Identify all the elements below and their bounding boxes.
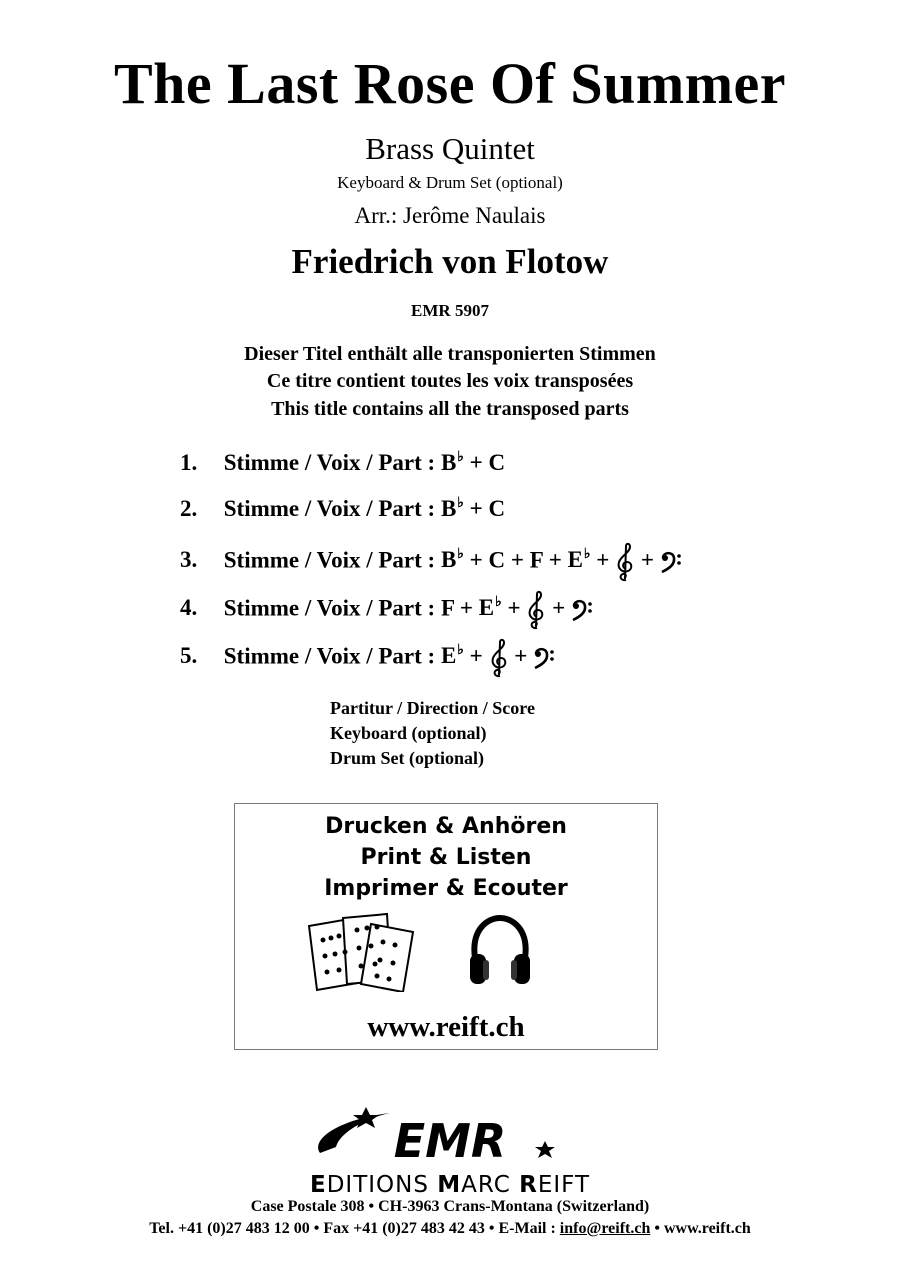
key-e-flat: E♭ (478, 595, 502, 621)
instrumentation-note: Keyboard & Drum Set (optional) (337, 173, 563, 192)
part-number: 3. (180, 547, 198, 573)
part-label: Stimme / Voix / Part : (223, 496, 436, 521)
publisher-address: Case Postale 308 • CH-3963 Crans-Montana (Switzerland) (250, 1198, 650, 1215)
key-e-flat: E♭ (567, 547, 591, 573)
plus-sign: + (469, 643, 483, 669)
sheet-music-icon (305, 912, 420, 997)
treble-clef-icon (489, 638, 509, 678)
extra-score: Partitur / Direction / Score (330, 698, 535, 718)
emr-logo-text: EMR (393, 1114, 507, 1168)
plus-sign: + (459, 595, 474, 621)
key-b-flat: B♭ (440, 496, 464, 521)
part-number: 4. (180, 595, 198, 621)
plus-sign: + (507, 595, 521, 621)
website-url[interactable]: www.reift.ch (367, 1011, 525, 1043)
part-row (180, 590, 593, 626)
extra-keyboard: Keyboard (optional) (330, 723, 487, 743)
arranger: Arr.: Jerôme Naulais (354, 203, 546, 228)
contact-website[interactable]: • www.reift.ch (654, 1220, 751, 1237)
publisher-contact (0, 1220, 900, 1238)
key-f: F (440, 595, 455, 621)
plus-sign: + (469, 450, 483, 475)
key-c: C (488, 547, 506, 573)
plus-sign: + (469, 547, 483, 573)
headphones-icon (465, 914, 535, 994)
plus-sign: + (596, 547, 610, 573)
emr-logo (300, 1103, 600, 1174)
plus-sign: + (510, 547, 524, 573)
part-row (180, 450, 505, 486)
contains-line-de: Dieser Titel enthält alle transponierten Stimmen (244, 343, 656, 365)
part-number: 2. (180, 496, 198, 521)
extra-parts (330, 696, 535, 771)
plus-sign: + (548, 547, 562, 573)
contains-line-fr: Ce titre contient toutes les voix transposées (266, 370, 634, 392)
publisher-name: EDITIONS MARC REIFT (309, 1172, 591, 1198)
bass-clef-icon (571, 598, 593, 622)
part-label: Stimme / Voix / Part : (223, 547, 436, 573)
treble-clef-icon (526, 590, 546, 630)
key-e-flat: E♭ (440, 643, 464, 669)
key-b-flat: B♭ (440, 450, 464, 475)
extra-drum-set: Drum Set (optional) (330, 748, 484, 768)
subtitle: Brass Quintet (365, 131, 535, 166)
print-line-de: Drucken & Anhören (325, 814, 567, 839)
key-c: C (488, 496, 506, 521)
plus-sign: + (640, 547, 654, 573)
key-c: C (488, 450, 506, 475)
page-title: The Last Rose Of Summer (113, 51, 786, 116)
part-row (180, 496, 505, 532)
plus-sign: + (552, 595, 566, 621)
composer: Friedrich von Flotow (291, 242, 609, 281)
email-link[interactable]: info@reift.ch (559, 1220, 651, 1237)
plus-sign: + (469, 496, 483, 521)
contains-line-en: This title contains all the transposed parts (271, 398, 629, 420)
plus-sign: + (514, 643, 528, 669)
part-number: 5. (180, 643, 198, 669)
part-number: 1. (180, 450, 198, 475)
print-line-en: Print & Listen (360, 845, 532, 870)
part-label: Stimme / Voix / Part : (223, 643, 436, 669)
bass-clef-icon (533, 646, 555, 670)
part-row (180, 638, 555, 674)
part-label: Stimme / Voix / Part : (223, 595, 436, 621)
treble-clef-icon (615, 542, 635, 582)
key-f: F (529, 547, 543, 573)
catalog-number: EMR 5907 (411, 301, 489, 320)
part-row (180, 542, 682, 578)
print-listen-box (234, 803, 658, 1050)
print-line-fr: Imprimer & Ecouter (324, 876, 568, 901)
key-b-flat: B♭ (440, 547, 464, 573)
bass-clef-icon (660, 550, 682, 574)
contact-phone-fax: Tel. +41 (0)27 483 12 00 • Fax +41 (0)27 483 42 43 • E-Mail : (149, 1220, 556, 1237)
part-label: Stimme / Voix / Part : (223, 450, 436, 475)
